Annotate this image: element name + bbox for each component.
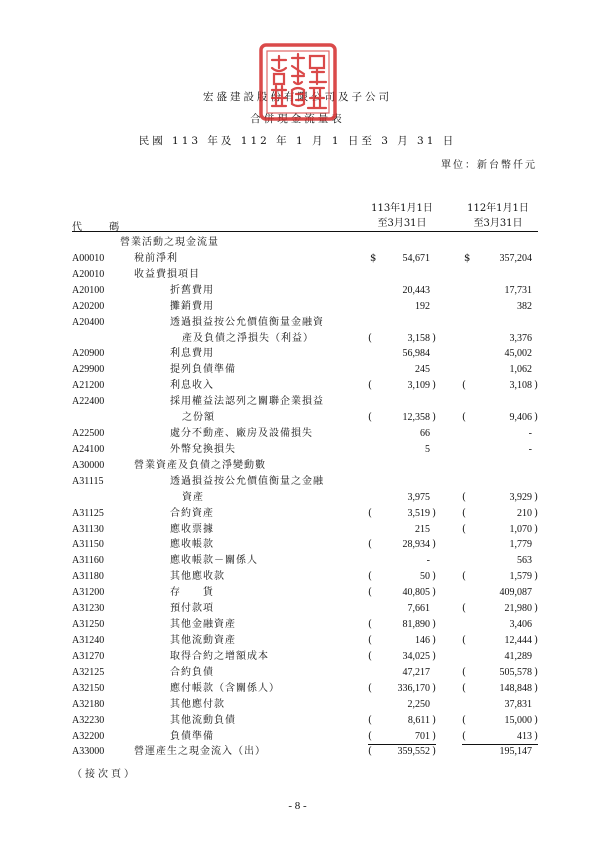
value-2023: 563 <box>517 555 532 567</box>
row-label: 採用權益法認列之關聯企業損益 <box>170 396 324 408</box>
row-label: 透過損益按公允價值衡量之金融 <box>170 475 324 487</box>
row-code: A31125 <box>72 507 104 519</box>
row-code: A22500 <box>72 428 105 440</box>
value-2023-cell <box>462 410 538 425</box>
value-2023: 357,204 <box>499 252 532 264</box>
table-row <box>0 697 595 712</box>
value-2024: 54,671 <box>402 252 430 264</box>
table-row <box>0 744 595 759</box>
table-row <box>0 362 595 377</box>
value-2024: 8,611 <box>407 714 430 726</box>
row-label: 應收票據 <box>170 523 214 535</box>
row-label: 應收帳款－關係人 <box>170 555 258 567</box>
value-2023: 45,002 <box>504 348 532 360</box>
table-row <box>0 522 595 537</box>
table-row <box>0 346 595 361</box>
row-label: 營運產生之現金流入（出） <box>134 746 266 758</box>
row-label: 之份額 <box>182 412 215 424</box>
row-code: A32200 <box>72 730 105 742</box>
row-code: A32125 <box>72 666 105 678</box>
negative-close-paren: ) <box>432 412 436 424</box>
negative-open-paren: ( <box>368 714 372 726</box>
value-2023-cell <box>462 569 538 584</box>
value-2023: 9,406 <box>509 412 532 424</box>
negative-close-paren: ) <box>432 571 436 583</box>
company-seal-stamp <box>258 42 338 122</box>
negative-open-paren: ( <box>368 682 372 694</box>
column-header-2023-line1: 112年1月1日 <box>467 203 529 214</box>
row-code: A24100 <box>72 443 105 455</box>
table-row <box>0 633 595 648</box>
value-2024: 336,170 <box>397 682 430 694</box>
row-code: A20900 <box>72 348 105 360</box>
value-2023-cell <box>462 331 538 346</box>
row-label: 攤銷費用 <box>170 300 214 312</box>
negative-open-paren: ( <box>368 730 372 742</box>
value-2024: 146 <box>415 635 430 646</box>
table-row <box>0 394 595 409</box>
value-2024-cell <box>368 665 436 680</box>
row-code: A30000 <box>72 459 105 471</box>
negative-close-paren: ) <box>534 635 538 646</box>
row-code: A31130 <box>72 523 104 535</box>
value-2024: 28,934 <box>402 539 430 551</box>
value-2024-cell <box>368 553 436 568</box>
negative-close-paren: ) <box>432 380 436 392</box>
value-2024-cell <box>368 617 436 632</box>
row-label: 合約資產 <box>170 507 214 519</box>
value-2023: - <box>528 443 532 455</box>
row-label: 利息收入 <box>170 380 214 392</box>
negative-open-paren: ( <box>462 682 466 694</box>
value-2023: 3,929 <box>509 491 532 503</box>
value-2023-cell <box>462 553 538 568</box>
row-label: 其他流動負債 <box>170 714 236 726</box>
negative-close-paren: ) <box>432 332 436 344</box>
table-row <box>0 331 595 346</box>
row-label: 透過損益按公允價值衡量金融資 <box>170 316 324 328</box>
value-2023: 409,087 <box>499 587 532 599</box>
row-code: A29900 <box>72 364 105 376</box>
negative-close-paren: ) <box>534 714 538 726</box>
table-row <box>0 713 595 728</box>
table-row <box>0 315 595 330</box>
negative-close-paren: ) <box>432 507 436 519</box>
value-2023-cell <box>462 585 538 600</box>
value-2023: - <box>528 428 532 440</box>
value-2023: 17,731 <box>504 284 532 296</box>
table-row <box>0 442 595 457</box>
table-row <box>0 553 595 568</box>
negative-open-paren: ( <box>462 635 466 646</box>
negative-open-paren: ( <box>462 412 466 424</box>
currency-unit: 單位：新台幣仟元 <box>441 160 537 171</box>
value-2023-cell <box>462 426 538 441</box>
row-label: 營業活動之現金流量 <box>120 237 219 248</box>
table-row <box>0 601 595 616</box>
table-row <box>0 729 595 744</box>
table-row <box>0 569 595 584</box>
negative-open-paren: ( <box>462 491 466 503</box>
negative-close-paren: ) <box>534 523 538 535</box>
value-2024-cell <box>368 410 436 425</box>
value-2024-cell <box>368 569 436 584</box>
negative-open-paren: ( <box>368 746 372 758</box>
value-2023: 148,848 <box>499 682 532 694</box>
value-2024-cell <box>368 331 436 346</box>
row-label: 應收帳款 <box>170 539 214 551</box>
value-2023-cell <box>462 713 538 728</box>
negative-close-paren: ) <box>432 650 436 662</box>
negative-open-paren: ( <box>368 650 372 662</box>
negative-close-paren: ) <box>432 746 436 758</box>
page-number: - 8 - <box>288 800 307 812</box>
value-2024: 66 <box>420 428 430 440</box>
row-code: A20400 <box>72 316 105 328</box>
value-2024: 12,358 <box>402 412 430 424</box>
negative-open-paren: ( <box>368 507 372 519</box>
negative-open-paren: ( <box>368 587 372 599</box>
value-2024-cell <box>368 697 436 712</box>
table-row <box>0 665 595 680</box>
negative-open-paren: ( <box>462 571 466 583</box>
negative-close-paren: ) <box>432 635 436 646</box>
value-2024: 50 <box>420 571 430 583</box>
row-code: A20010 <box>72 268 105 280</box>
value-2023-cell <box>462 537 538 552</box>
column-header-2024-line1: 113年1月1日 <box>371 203 433 214</box>
value-2024: 81,890 <box>402 619 430 631</box>
value-2023: 3,376 <box>509 332 532 344</box>
table-row <box>0 378 595 393</box>
row-code: A21200 <box>72 380 105 392</box>
negative-close-paren: ) <box>432 682 436 694</box>
row-code: A31150 <box>72 539 104 551</box>
value-2024-cell <box>368 283 436 298</box>
row-label: 資產 <box>182 491 204 503</box>
value-2023-cell <box>462 346 538 361</box>
negative-close-paren: ) <box>432 587 436 599</box>
negative-open-paren: ( <box>462 380 466 392</box>
value-2023: 21,980 <box>504 603 532 615</box>
value-2024-cell <box>368 362 436 377</box>
value-2023-cell <box>462 283 538 298</box>
value-2024: 701 <box>415 730 430 742</box>
value-2024-cell <box>368 251 436 266</box>
table-row <box>0 490 595 505</box>
value-2023: 210 <box>517 507 532 519</box>
table-row <box>0 649 595 664</box>
value-2023-cell <box>462 729 538 745</box>
row-code: A20100 <box>72 284 105 296</box>
value-2024-cell <box>368 522 436 537</box>
table-row <box>0 426 595 441</box>
negative-close-paren: ) <box>432 539 436 551</box>
value-2023: 15,000 <box>504 714 532 726</box>
value-2023-cell <box>462 506 538 521</box>
value-2023: 195,147 <box>499 746 532 758</box>
table-row <box>0 506 595 521</box>
negative-close-paren: ) <box>534 491 538 503</box>
row-label: 負債準備 <box>170 730 214 742</box>
negative-open-paren: ( <box>368 539 372 551</box>
value-2024: 5 <box>425 443 430 455</box>
table-row <box>0 410 595 425</box>
row-label: 存 貨 <box>170 587 214 599</box>
statement-title: 合併現金流量表 <box>250 113 345 125</box>
row-label: 預付款項 <box>170 603 214 615</box>
row-label: 合約負債 <box>170 666 214 678</box>
row-label: 取得合約之增額成本 <box>170 650 269 662</box>
negative-open-paren: ( <box>462 730 466 742</box>
row-code: A31230 <box>72 603 105 615</box>
row-code: A31250 <box>72 619 105 631</box>
negative-open-paren: ( <box>368 380 372 392</box>
row-code: A32230 <box>72 714 105 726</box>
value-2023: 505,578 <box>499 666 532 678</box>
value-2024: 215 <box>415 523 430 535</box>
table-row <box>0 537 595 552</box>
value-2023: 1,779 <box>509 539 532 551</box>
row-code: A31115 <box>72 475 104 487</box>
row-label: 外幣兌換損失 <box>170 443 236 455</box>
value-2023-cell <box>462 633 538 648</box>
row-label: 其他流動資產 <box>170 635 236 646</box>
value-2023-cell <box>462 601 538 616</box>
value-2024: 3,109 <box>407 380 430 392</box>
value-2023-cell <box>462 362 538 377</box>
table-row <box>0 267 595 282</box>
value-2023-cell <box>462 744 538 759</box>
table-row <box>0 299 595 314</box>
negative-close-paren: ) <box>432 619 436 631</box>
value-2023-cell <box>462 649 538 664</box>
value-2023: 1,062 <box>509 364 532 376</box>
negative-close-paren: ) <box>534 666 538 678</box>
table-row <box>0 235 595 250</box>
row-code: A20200 <box>72 300 105 312</box>
column-header-2023 <box>458 201 538 232</box>
negative-close-paren: ) <box>432 714 436 726</box>
negative-close-paren: ) <box>534 507 538 519</box>
value-2024-cell <box>368 537 436 552</box>
row-code: A31200 <box>72 587 105 599</box>
value-2024-cell <box>368 633 436 648</box>
row-label: 其他金融資產 <box>170 619 236 631</box>
row-label: 其他應收款 <box>170 571 225 583</box>
row-code: A31240 <box>72 635 105 646</box>
table-row <box>0 283 595 298</box>
value-2023: 12,444 <box>504 635 532 646</box>
table-row <box>0 251 595 266</box>
value-2023-cell <box>462 299 538 314</box>
value-2024-cell <box>368 744 436 759</box>
value-2024: 245 <box>415 364 430 376</box>
value-2023-cell <box>462 665 538 680</box>
negative-open-paren: ( <box>368 412 372 424</box>
negative-close-paren: ) <box>534 603 538 615</box>
value-2024-cell <box>368 346 436 361</box>
negative-open-paren: ( <box>368 619 372 631</box>
value-2024-cell <box>368 601 436 616</box>
column-header-2023-line2: 至3月31日 <box>469 216 526 232</box>
value-2023: 41,289 <box>504 650 532 662</box>
column-header-2024-line2: 至3月31日 <box>373 216 430 232</box>
table-row <box>0 474 595 489</box>
negative-close-paren: ) <box>432 730 436 742</box>
negative-open-paren: ( <box>462 603 466 615</box>
value-2024: 3,975 <box>407 491 430 503</box>
value-2024: 47,217 <box>402 666 430 678</box>
value-2024: 34,025 <box>402 650 430 662</box>
row-code: A00010 <box>72 252 105 264</box>
negative-close-paren: ) <box>534 571 538 583</box>
header-divider <box>72 231 538 232</box>
value-2024: 3,158 <box>407 332 430 344</box>
value-2024-cell <box>368 585 436 600</box>
value-2024: 20,443 <box>402 284 430 296</box>
row-code: A31160 <box>72 555 104 567</box>
value-2023-cell <box>462 522 538 537</box>
value-2024-cell <box>368 378 436 393</box>
row-label: 處分不動產、廠房及設備損失 <box>170 428 313 440</box>
negative-open-paren: ( <box>462 666 466 678</box>
row-code: A33000 <box>72 746 105 758</box>
row-label: 營業資產及負債之淨變動數 <box>134 459 266 471</box>
code-column-header: 代 碼 <box>72 222 132 233</box>
value-2024: 359,552 <box>397 746 430 758</box>
row-code: A31180 <box>72 571 104 583</box>
company-name: 宏盛建設股份有限公司及子公司 <box>203 91 392 103</box>
negative-close-paren: ) <box>534 682 538 694</box>
row-label: 稅前淨利 <box>134 252 178 264</box>
negative-open-paren: ( <box>462 523 466 535</box>
negative-open-paren: ( <box>368 332 372 344</box>
value-2024-cell <box>368 681 436 696</box>
value-2024-cell <box>368 299 436 314</box>
value-2024-cell <box>368 713 436 728</box>
row-label: 收益費損項目 <box>134 268 200 280</box>
value-2023: 3,406 <box>509 619 532 631</box>
row-code: A32180 <box>72 698 105 710</box>
value-2024: 40,805 <box>402 587 430 599</box>
value-2023: 413 <box>517 730 532 742</box>
statement-period: 民國 113 年及 112 年 1 月 1 日至 3 月 31 日 <box>138 135 457 147</box>
value-2024-cell <box>368 729 436 745</box>
column-header-2024 <box>362 201 442 232</box>
negative-close-paren: ) <box>534 730 538 742</box>
value-2024: 7,661 <box>407 603 430 615</box>
value-2023-cell <box>462 490 538 505</box>
value-2024: 56,984 <box>402 348 430 360</box>
negative-open-paren: ( <box>462 507 466 519</box>
negative-open-paren: ( <box>368 571 372 583</box>
value-2023: 1,070 <box>509 523 532 535</box>
currency-symbol: $ <box>464 252 471 264</box>
value-2023: 1,579 <box>509 571 532 583</box>
table-row <box>0 681 595 696</box>
table-row <box>0 458 595 473</box>
value-2023-cell <box>462 251 538 266</box>
value-2023-cell <box>462 442 538 457</box>
value-2023-cell <box>462 697 538 712</box>
value-2023-cell <box>462 681 538 696</box>
value-2023-cell <box>462 617 538 632</box>
row-label: 提列負債準備 <box>170 364 236 376</box>
negative-open-paren: ( <box>368 635 372 646</box>
table-row <box>0 585 595 600</box>
value-2023-cell <box>462 378 538 393</box>
value-2024: 2,250 <box>407 698 430 710</box>
currency-symbol: $ <box>370 252 377 264</box>
table-row <box>0 617 595 632</box>
value-2024-cell <box>368 506 436 521</box>
value-2024: 192 <box>415 300 430 312</box>
continued-note: （接次頁） <box>72 769 137 780</box>
value-2023: 37,831 <box>504 698 532 710</box>
negative-open-paren: ( <box>462 714 466 726</box>
row-label: 應付帳款（含關係人） <box>170 682 280 694</box>
row-code: A31270 <box>72 650 105 662</box>
row-code: A32150 <box>72 682 105 694</box>
row-label: 折舊費用 <box>170 284 214 296</box>
value-2023: 382 <box>517 300 532 312</box>
negative-close-paren: ) <box>534 380 538 392</box>
row-code: A22400 <box>72 396 105 408</box>
row-label: 利息費用 <box>170 348 214 360</box>
value-2024-cell <box>368 490 436 505</box>
value-2024-cell <box>368 426 436 441</box>
value-2023: 3,108 <box>509 380 532 392</box>
negative-close-paren: ) <box>534 412 538 424</box>
row-label: 其他應付款 <box>170 698 225 710</box>
value-2024: - <box>426 555 430 567</box>
value-2024: 3,519 <box>407 507 430 519</box>
row-label: 產及負債之淨損失（利益） <box>182 332 314 344</box>
value-2024-cell <box>368 442 436 457</box>
value-2024-cell <box>368 649 436 664</box>
